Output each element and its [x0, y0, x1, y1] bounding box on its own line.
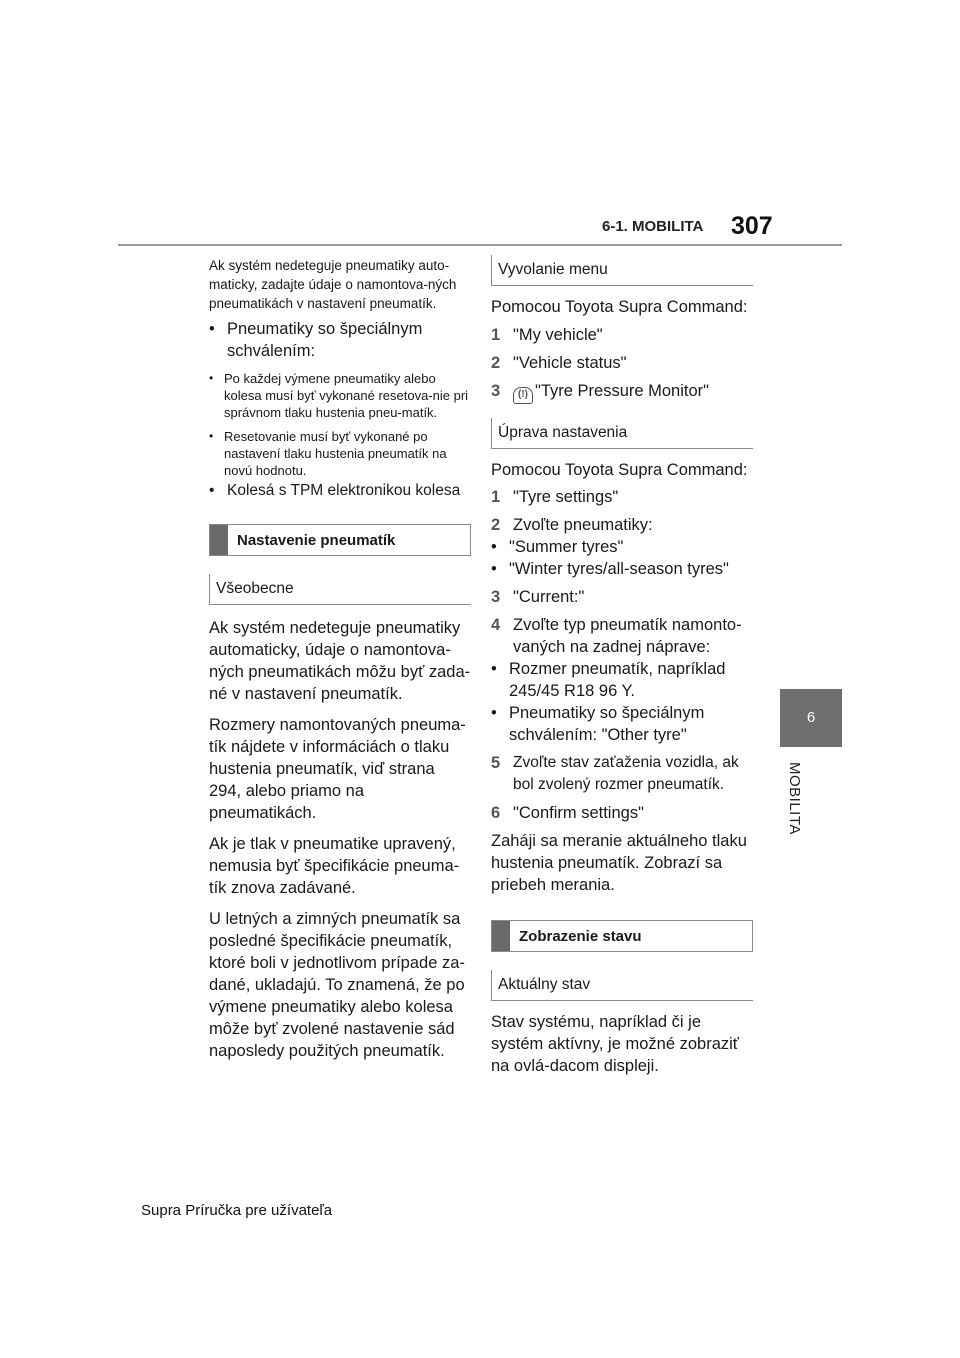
- right-column: [491, 255, 753, 1086]
- sub-bullet-item: • Resetovanie musí byť vykonané po nastavení tlaku hustenia pneumatík na novú hodnotu.: [209, 428, 471, 479]
- subsection-heading-text: Vyvolanie menu: [498, 261, 608, 278]
- left-column: [209, 256, 471, 1071]
- section-heading: [209, 524, 471, 556]
- subsection-heading-text: Úprava nastavenia: [498, 424, 628, 441]
- subsection-heading: [491, 255, 753, 286]
- paragraph: Stav systému, napríklad či je systém aktívny, je možné zobraziť na ovlá-dacom displeji.: [491, 1013, 739, 1075]
- chapter-label: MOBILITA: [786, 762, 803, 835]
- bullet-item: • Rozmer pneumatík, napríklad 245/45 R18 96 Y.: [491, 660, 726, 700]
- subsection-heading: [491, 970, 753, 1001]
- step-item: 5 Zvoľte stav zaťaženia vozidla, ak bol zvolený rozmer pneumatík.: [491, 754, 739, 793]
- section-heading: [491, 920, 753, 952]
- heading-bar: [210, 525, 228, 555]
- subsection-heading-text: Všeobecne: [216, 580, 294, 597]
- section-heading-text: Nastavenie pneumatík: [237, 531, 396, 549]
- paragraph: Pomocou Toyota Supra Command:: [491, 298, 748, 316]
- bullet-item: • "Summer tyres": [491, 538, 624, 556]
- subsection-heading: [209, 574, 471, 605]
- bullet-text: Kolesá s TPM elektronikou kolesa: [227, 482, 461, 499]
- page-number: 307: [731, 212, 773, 240]
- intro-text: Ak systém nedeteguje pneumatiky auto-maticky, zadajte údaje o namontova-ných pneumatikách v nastavení pneumatík.: [209, 258, 457, 311]
- chapter-tab: [780, 689, 842, 747]
- bullet-item: • Kolesá s TPM elektronikou kolesa: [209, 480, 471, 502]
- chapter-number: 6: [806, 709, 816, 726]
- sub-bullet-text: Resetovanie musí byť vykonané po nastavení tlaku hustenia pneumatík na novú hodnotu.: [224, 429, 447, 478]
- footer-text: Supra Príručka pre užívateľa: [141, 1202, 333, 1219]
- paragraph: Rozmery namontovaných pneuma-tík nájdete v informáciách o tlaku hustenia pneumatík, viď strana 294, alebo priamo na pneumatikách.: [209, 716, 466, 822]
- section-title: 6-1. MOBILITA: [602, 218, 704, 235]
- paragraph: Ak je tlak v pneumatike upravený, nemusia byť špecifikácie pneuma-tík znova zadávané.: [209, 835, 460, 897]
- step-item: 2 Zvoľte pneumatiky:: [491, 516, 653, 534]
- section-heading-text: Zobrazenie stavu: [519, 927, 642, 945]
- bullet-text: Pneumatiky so špeciálnym schválením:: [227, 320, 423, 360]
- bullet-item: • Pneumatiky so špeciálnym schválením:: [209, 318, 471, 362]
- paragraph: U letných a zimných pneumatík sa posledné špecifikácie pneumatík, ktoré boli v jednotlivom prípade za-dané, ukladajú. To znamená, že po výmene pneumatiky alebo kolesa môže byť zvolené nastavenie sád naposledy použitých pneumatík.: [209, 910, 465, 1060]
- step-item: 3 (!) "Tyre Pressure Monitor": [491, 380, 753, 404]
- paragraph: Zaháji sa meranie aktuálneho tlaku hustenia pneumatík. Zobrazí sa priebeh merania.: [491, 832, 747, 894]
- step-item: 3 "Current:": [491, 588, 585, 606]
- bullet-item: • "Winter tyres/all-season tyres": [491, 560, 729, 578]
- subsection-heading-text: Aktuálny stav: [498, 976, 591, 993]
- step-item: 1 "My vehicle": [491, 326, 603, 344]
- subsection-heading: [491, 418, 753, 449]
- header-rule: [118, 244, 842, 246]
- bullet-item: • Pneumatiky so špeciálnym schválením: "Other tyre": [491, 704, 705, 744]
- step-item: 2 "Vehicle status": [491, 354, 627, 372]
- step-item: 1 "Tyre settings": [491, 488, 619, 506]
- heading-bar: [492, 921, 510, 951]
- sub-bullet-text: Po každej výmene pneumatiky alebo kolesa musí byť vykonané resetova-nie pri správnom tlaku hustenia pneu-matík.: [224, 371, 469, 420]
- paragraph: Ak systém nedeteguje pneumatiky automaticky, údaje o namontova-ných pneumatikách môžu byť zada-né v nastavení pneumatík.: [209, 619, 471, 703]
- sub-bullet-item: • Po každej výmene pneumatiky alebo kolesa musí byť vykonané resetova-nie pri správnom tlaku hustenia pneu-matík.: [209, 370, 471, 421]
- step-item: 4 Zvoľte typ pneumatík namonto-vaných na zadnej náprave:: [491, 616, 742, 656]
- step-item: 6 "Confirm settings": [491, 804, 644, 822]
- tyre-pressure-icon: (!): [513, 387, 533, 404]
- paragraph: Pomocou Toyota Supra Command:: [491, 461, 748, 479]
